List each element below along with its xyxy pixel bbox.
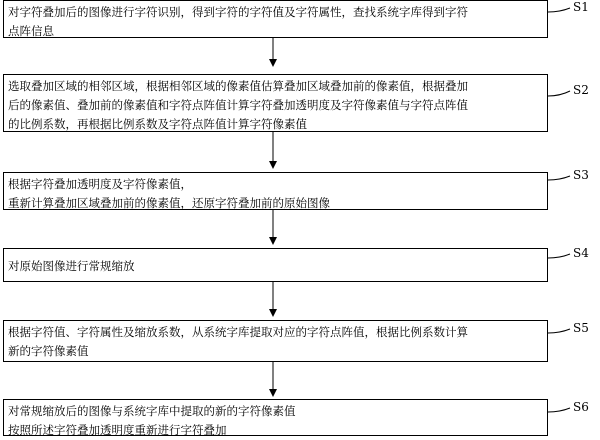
step-text: 后的像素值、叠加前的像素值和字符点阵值计算字符叠加透明度及字符像素值与字符点阵值	[8, 98, 468, 112]
leader-s3	[548, 176, 570, 180]
step-label-s3: S3	[573, 168, 589, 182]
step-text: 根据字符值、字符属性及缩放系数，从系统字库提取对应的字符点阵值，根据比例系数计算	[8, 325, 468, 339]
leader-s4	[548, 254, 570, 258]
step-box-s6	[3, 399, 548, 436]
step-text: 根据字符叠加透明度及字符像素值，	[8, 177, 192, 191]
step-label-s1: S1	[573, 0, 589, 14]
step-box-s5	[3, 320, 548, 362]
step-text: 按照所述字符叠加透明度重新进行字符叠加	[8, 423, 227, 437]
leader-s1	[548, 8, 570, 12]
step-box-s3	[3, 172, 548, 210]
step-text: 新的字符像素值	[8, 344, 89, 358]
step-label-s2: S2	[573, 83, 589, 97]
step-label-s5: S5	[573, 321, 589, 335]
step-text: 点阵信息	[8, 24, 54, 38]
step-text: 选取叠加区域的相邻区域，根据相邻区域的像素值估算叠加区域叠加前的像素值，根据叠加	[8, 79, 468, 93]
step-box-s2	[3, 74, 548, 132]
step-text: 对字符叠加后的图像进行字符识别，得到字符的字符值及字符属性，查找系统字库得到字符	[8, 5, 468, 19]
leader-s5	[548, 329, 570, 333]
leader-s2	[548, 91, 570, 96]
step-text: 的比例系数，再根据比例系数及字符点阵值计算字符像素值	[8, 117, 307, 131]
step-label-s6: S6	[573, 400, 589, 414]
step-text: 对原始图像进行常规缩放	[8, 259, 135, 273]
step-text: 对常规缩放后的图像与系统字库中提取的新的字符像素值	[8, 404, 296, 418]
step-text: 重新计算叠加区域叠加前的像素值，还原字符叠加前的原始图像	[8, 196, 330, 210]
step-box-s4	[3, 248, 548, 282]
step-label-s4: S4	[573, 246, 589, 260]
step-box-s1	[3, 0, 548, 38]
leader-s6	[548, 408, 570, 412]
